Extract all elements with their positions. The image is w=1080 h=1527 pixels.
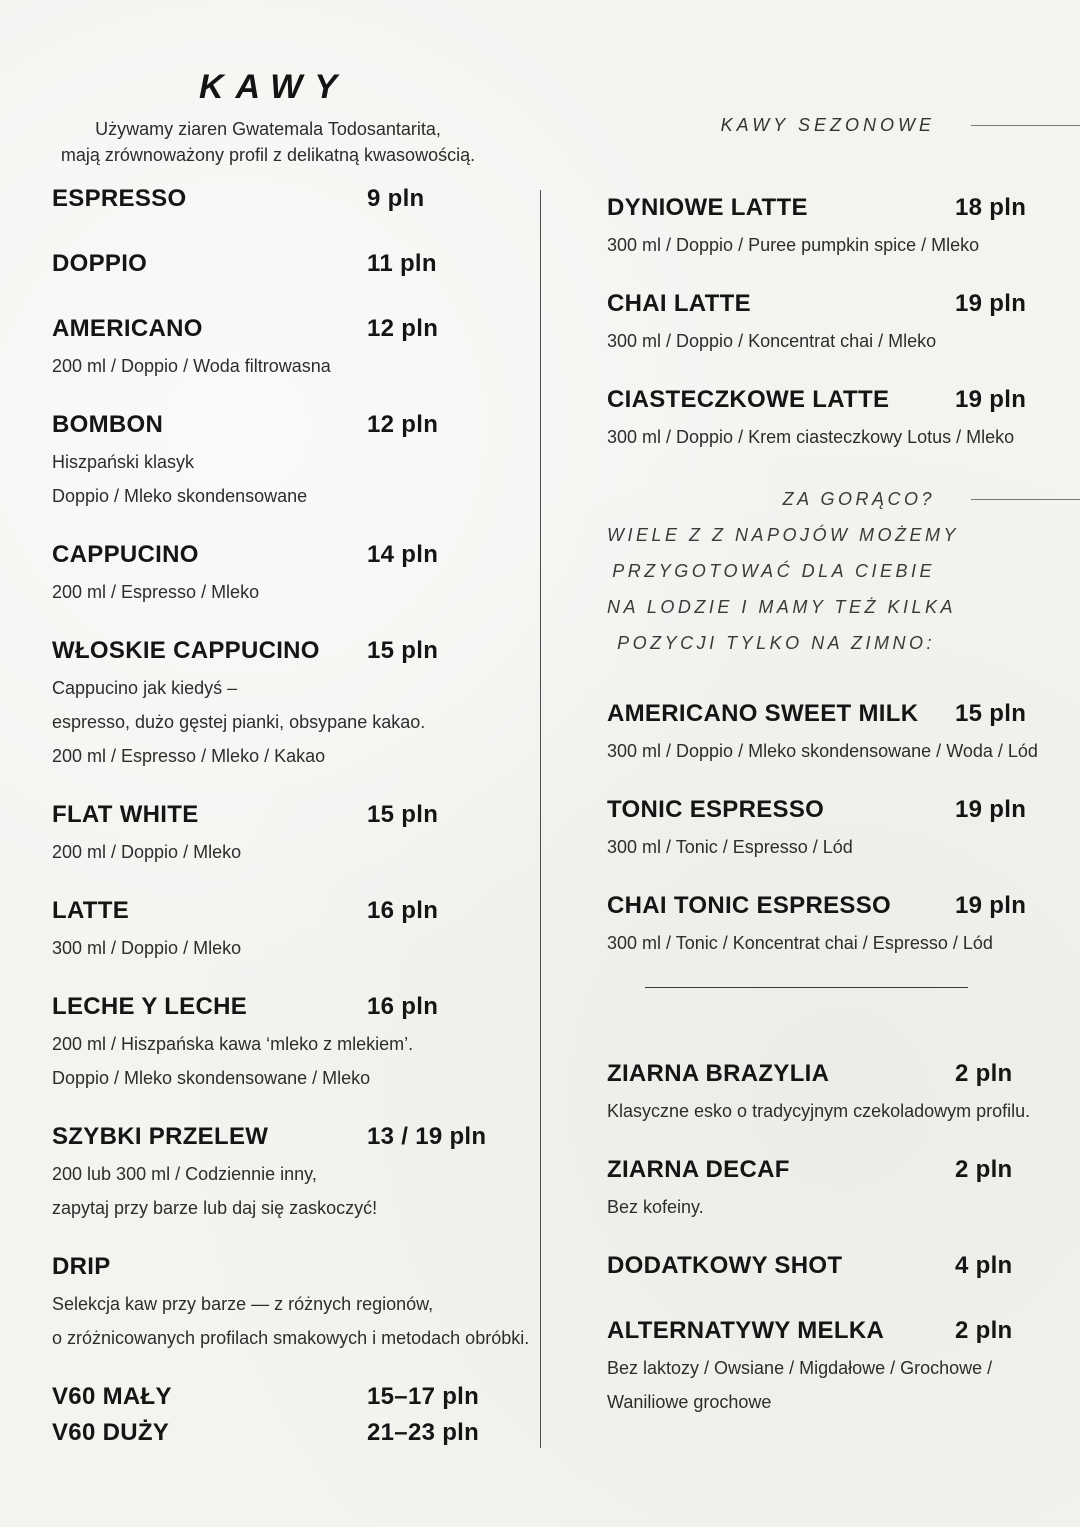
- item-name: FLAT WHITE: [52, 801, 199, 828]
- cold-note-lines: [607, 517, 1080, 661]
- item-name: WŁOSKIE CAPPUCINO: [52, 637, 320, 664]
- menu-item: [607, 699, 1080, 768]
- item-name: AMERICANO SWEET MILK: [607, 700, 919, 727]
- item-description: [52, 835, 484, 869]
- page-title: KAWY: [199, 68, 349, 106]
- left-items-list: [52, 184, 530, 1448]
- menu-item: [52, 314, 484, 383]
- column-divider-line: [540, 190, 541, 1448]
- item-description: [607, 734, 1080, 768]
- item-description: [52, 575, 484, 609]
- item-name: TONIC ESPRESSO: [607, 796, 825, 823]
- item-price: 13 / 19 pln: [367, 1123, 487, 1150]
- item-name: ALTERNATYWY MELKA: [607, 1317, 885, 1344]
- menu-item: [607, 1251, 1080, 1281]
- item-price: 4 pln: [955, 1252, 1013, 1279]
- item-price: 19 pln: [955, 796, 1027, 823]
- menu-item-row: [52, 896, 484, 926]
- menu-item-row: [607, 1251, 1080, 1281]
- menu-item-row: [52, 249, 484, 279]
- menu-item-row: [607, 385, 1080, 415]
- left-column: [52, 0, 530, 1483]
- menu-item: [52, 184, 484, 214]
- item-desc-line: Bez laktozy / Owsiane / Migdałowe / Grochowe /: [607, 1358, 993, 1378]
- menu-item-row: [52, 410, 484, 440]
- right-column: [607, 0, 1080, 1446]
- item-description: [607, 228, 1080, 262]
- item-desc-line: 200 lub 300 ml / Codziennie inny,: [52, 1164, 317, 1184]
- item-desc-line: 200 ml / Espresso / Mleko / Kakao: [52, 746, 326, 766]
- item-price: 2 pln: [955, 1060, 1013, 1087]
- cold-note-line: WIELE Z Z NAPOJÓW MOŻEMY: [607, 525, 960, 545]
- menu-item-row: [52, 1418, 484, 1448]
- menu-item-row: [607, 193, 1080, 223]
- cold-note-line: POZYCJI TYLKO NA ZIMNO:: [617, 633, 935, 653]
- item-name: DRIP: [52, 1253, 111, 1280]
- menu-item: [52, 249, 484, 279]
- item-description: [52, 1157, 484, 1225]
- item-desc-line: Waniliowe grochowe: [607, 1392, 772, 1412]
- menu-item-row: [52, 540, 484, 570]
- menu-item: [607, 891, 1080, 960]
- item-name: LATTE: [52, 897, 130, 924]
- menu-item: [52, 1122, 487, 1225]
- menu-item-row: [52, 314, 484, 344]
- menu-item-row: [52, 636, 484, 666]
- menu-title-block: [52, 0, 484, 168]
- seasonal-header-rule: [971, 125, 1080, 126]
- item-price: 15 pln: [367, 637, 439, 664]
- menu-item-row: [607, 699, 1080, 729]
- menu-item-row: [52, 992, 484, 1022]
- cold-note-line: PRZYGOTOWAĆ DLA CIEBIE: [612, 561, 935, 581]
- item-desc-line: 300 ml / Doppio / Koncentrat chai / Mleko: [607, 331, 937, 351]
- cold-items-list: [607, 699, 1080, 960]
- menu-item: [607, 1316, 1080, 1419]
- item-name: ZIARNA DECAF: [607, 1156, 790, 1183]
- menu-item: [52, 540, 484, 609]
- item-name: CAPPUCINO: [52, 541, 199, 568]
- menu-item: [607, 795, 1080, 864]
- menu-item-row: [607, 1059, 1080, 1089]
- item-description: [607, 926, 1080, 960]
- item-desc-line: 300 ml / Doppio / Mleko skondensowane / Woda / Lód: [607, 741, 1038, 761]
- item-name: V60 DUŻY: [52, 1419, 170, 1446]
- menu-item: [607, 289, 1080, 358]
- item-name: BOMBON: [52, 411, 164, 438]
- cold-note-heading: ZA GORĄCO?: [782, 489, 935, 509]
- menu-item: [52, 1382, 484, 1412]
- item-price: 21–23 pln: [367, 1419, 480, 1446]
- menu-item-row: [607, 1155, 1080, 1185]
- item-price: 15 pln: [955, 700, 1027, 727]
- item-desc-line: 300 ml / Doppio / Krem ciasteczkowy Lotus / Mleko: [607, 427, 1015, 447]
- menu-subtitle-line2: mają zrównoważony profil z delikatną kwasowością.: [60, 145, 476, 165]
- menu-item: [607, 385, 1080, 454]
- item-price: 16 pln: [367, 897, 439, 924]
- item-name: CIASTECZKOWE LATTE: [607, 386, 890, 413]
- item-desc-line: 200 ml / Doppio / Woda filtrowasna: [52, 356, 331, 376]
- menu-item-row: [52, 1382, 484, 1412]
- item-name: DYNIOWE LATTE: [607, 194, 808, 221]
- menu-item: [52, 410, 484, 513]
- cold-note-rule: [971, 499, 1080, 500]
- item-price: 15 pln: [367, 801, 439, 828]
- item-desc-line: Klasyczne esko o tradycyjnym czekoladowym profilu.: [607, 1101, 1031, 1121]
- item-desc-line: 200 ml / Hiszpańska kawa ‘mleko z mlekiem’.: [52, 1034, 414, 1054]
- menu-item: [52, 992, 484, 1095]
- cold-note-block: [607, 481, 1080, 661]
- item-price: 12 pln: [367, 411, 439, 438]
- menu-item-row: [52, 1122, 487, 1152]
- menu-subtitle-line1: Używamy ziaren Gwatemala Todosantarita,: [95, 119, 441, 139]
- item-price: 19 pln: [955, 386, 1027, 413]
- item-price: 15–17 pln: [367, 1383, 480, 1410]
- item-name: AMERICANO: [52, 315, 203, 342]
- menu-item-row: [607, 1316, 1080, 1346]
- item-desc-line: espresso, dużo gęstej pianki, obsypane kakao.: [52, 712, 426, 732]
- item-name: ESPRESSO: [52, 185, 187, 212]
- menu-item: [607, 193, 1080, 262]
- item-price: 19 pln: [955, 290, 1027, 317]
- item-name: DODATKOWY SHOT: [607, 1252, 843, 1279]
- menu-item-row: [52, 1252, 484, 1282]
- item-description: [52, 445, 484, 513]
- item-price: 18 pln: [955, 194, 1027, 221]
- item-desc-line: Hiszpański klasyk: [52, 452, 195, 472]
- menu-item-row: [52, 800, 484, 830]
- item-desc-line: Doppio / Mleko skondensowane: [52, 486, 308, 506]
- menu-item: [52, 636, 484, 773]
- item-description: [52, 671, 484, 773]
- item-name: CHAI LATTE: [607, 290, 751, 317]
- item-name: DOPPIO: [52, 250, 148, 277]
- menu-item-row: [607, 289, 1080, 319]
- item-price: 14 pln: [367, 541, 439, 568]
- item-description: [52, 1027, 484, 1095]
- item-desc-line: Doppio / Mleko skondensowane / Mleko: [52, 1068, 371, 1088]
- item-desc-line: 200 ml / Espresso / Mleko: [52, 582, 260, 602]
- item-description: [607, 1351, 1080, 1419]
- item-name: CHAI TONIC ESPRESSO: [607, 892, 891, 919]
- menu-item: [52, 1418, 484, 1448]
- item-price: 12 pln: [367, 315, 439, 342]
- extras-divider-line: [645, 987, 968, 988]
- item-name: ZIARNA BRAZYLIA: [607, 1060, 830, 1087]
- seasonal-section-title: KAWY SEZONOWE: [720, 115, 935, 135]
- item-desc-line: Cappucino jak kiedyś –: [52, 678, 238, 698]
- item-description: [607, 324, 1080, 358]
- item-price: 19 pln: [955, 892, 1027, 919]
- item-description: [52, 931, 484, 965]
- menu-item: [52, 1252, 530, 1355]
- cold-note-line: NA LODZIE I MAMY TEŻ KILKA: [607, 597, 957, 617]
- item-description: [607, 420, 1080, 454]
- item-desc-line: o zróżnicowanych profilach smakowych i metodach obróbki.: [52, 1328, 530, 1348]
- item-price: 11 pln: [367, 250, 437, 277]
- item-description: [52, 349, 484, 383]
- item-desc-line: 300 ml / Doppio / Puree pumpkin spice / Mleko: [607, 235, 980, 255]
- menu-item-row: [607, 891, 1080, 921]
- menu-item: [607, 1059, 1080, 1128]
- item-description: [607, 1190, 1080, 1224]
- menu-item: [52, 800, 484, 869]
- item-name: V60 MAŁY: [52, 1383, 172, 1410]
- item-desc-line: 300 ml / Tonic / Koncentrat chai / Espresso / Lód: [607, 933, 993, 953]
- seasonal-items-list: [607, 193, 1080, 454]
- menu-item-row: [607, 795, 1080, 825]
- item-desc-line: 300 ml / Doppio / Mleko: [52, 938, 242, 958]
- item-desc-line: Bez kofeiny.: [607, 1197, 704, 1217]
- item-price: 2 pln: [955, 1317, 1013, 1344]
- item-description: [52, 1287, 530, 1355]
- item-desc-line: 200 ml / Doppio / Mleko: [52, 842, 242, 862]
- item-price: 16 pln: [367, 993, 439, 1020]
- item-name: SZYBKI PRZELEW: [52, 1123, 269, 1150]
- seasonal-section-header-row: [607, 0, 1080, 138]
- cold-note-heading-row: [607, 481, 1080, 517]
- extras-items-list: [607, 1059, 1080, 1419]
- item-desc-line: Selekcja kaw przy barze — z różnych regionów,: [52, 1294, 434, 1314]
- menu-item-row: [52, 184, 484, 214]
- item-description: [607, 1094, 1080, 1128]
- item-name: LECHE Y LECHE: [52, 993, 248, 1020]
- item-price: 9 pln: [367, 185, 425, 212]
- item-description: [607, 830, 1080, 864]
- item-desc-line: 300 ml / Tonic / Espresso / Lód: [607, 837, 853, 857]
- item-price: 2 pln: [955, 1156, 1013, 1183]
- menu-item: [607, 1155, 1080, 1224]
- menu-item: [52, 896, 484, 965]
- item-desc-line: zapytaj przy barze lub daj się zaskoczyć!: [52, 1198, 378, 1218]
